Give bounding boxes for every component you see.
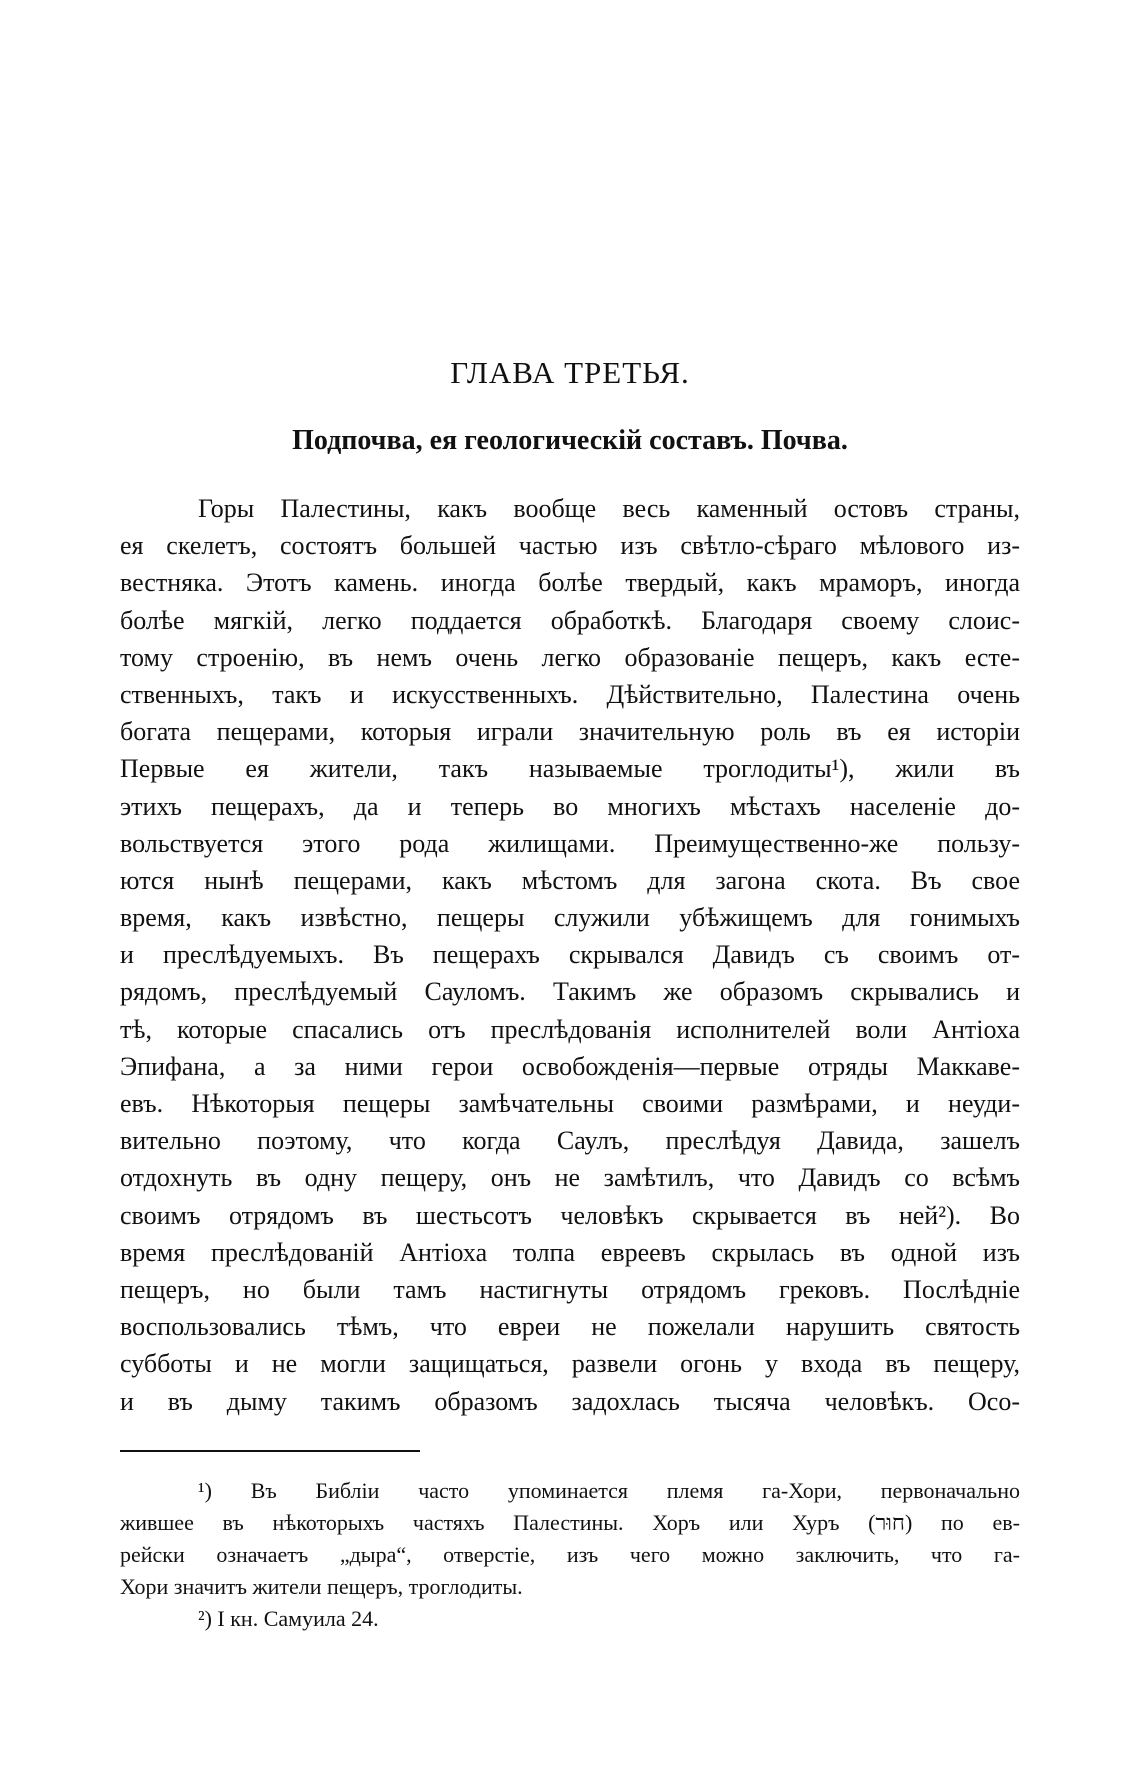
body-paragraph <box>120 490 1020 1420</box>
body-line: время, какъ извѣстно, пещеры служили убѣжищемъ для гонимыхъ <box>120 903 1020 933</box>
body-line: евъ. Нѣкоторыя пещеры замѣчательны своими размѣрами, и неуди- <box>120 1089 1020 1118</box>
body-line: субботы и не могли защищаться, развели огонь у входа въ пещеру, <box>120 1349 1020 1379</box>
footnotes <box>120 1475 1020 1635</box>
body-line: богата пещерами, которыя играли значительную роль въ ея исторіи <box>120 717 1020 747</box>
body-line: вительно поэтому, что когда Саулъ, преслѣдуя Давида, зашелъ <box>120 1126 1020 1156</box>
body-line: болѣе мягкій, легко поддается обработкѣ. Благодаря своему слоис- <box>120 605 1020 635</box>
footnote-line: ¹) Въ Библіи часто упоминается племя га-Хори, первоначально <box>198 1478 1020 1503</box>
body-line: тѣ, которые спасались отъ преслѣдованія исполнителей воли Антіоха <box>120 1014 1020 1044</box>
body-line: вестняка. Этотъ камень. иногда болѣе твердый, какъ мраморъ, иногда <box>120 568 1020 598</box>
body-line: и въ дыму такимъ образомъ задохлась тысяча человѣкъ. Осо- <box>120 1386 1020 1416</box>
body-line: рядомъ, преслѣдуемый Сауломъ. Такимъ же образомъ скрывались и <box>120 977 1020 1007</box>
body-line: этихъ пещерахъ, да и теперь во многихъ мѣстахъ населеніе до- <box>120 791 1020 821</box>
body-line: и преслѣдуемыхъ. Въ пещерахъ скрывался Давидъ съ своимъ от- <box>120 940 1020 970</box>
footnote-divider <box>120 1450 420 1452</box>
body-line: время преслѣдованій Антіоха толпа евреевъ скрылась въ одной изъ <box>120 1237 1020 1267</box>
footnote-line: Хори значитъ жители пещеръ, троглодиты. <box>120 1574 523 1599</box>
body-line: ственныхъ, такъ и искусственныхъ. Дѣйствительно, Палестина очень <box>120 679 1020 709</box>
footnote-line: ²) I кн. Самуила 24. <box>198 1606 379 1631</box>
body-line: своимъ отрядомъ въ шестьсотъ человѣкъ скрывается въ ней²). Во <box>120 1200 1020 1230</box>
footnote-line: рейски означаетъ „дыра“, отверстіе, изъ чего можно заключить, что га- <box>120 1542 1020 1567</box>
body-line: отдохнуть въ одну пещеру, онъ не замѣтилъ, что Давидъ со всѣмъ <box>120 1163 1020 1193</box>
chapter-title: ГЛАВА ТРЕТЬЯ. <box>450 355 690 390</box>
body-line: пещеръ, но были тамъ настигнуты отрядомъ грековъ. Послѣдніе <box>120 1274 1020 1304</box>
body-line: тому строенію, въ немъ очень легко образованіе пещеръ, какъ есте- <box>120 642 1020 672</box>
body-line: вольствуется этого рода жилищами. Преимущественно-же пользу- <box>120 828 1020 858</box>
footnote-line: жившее въ нѣкоторыхъ частяхъ Палестины. Хоръ или Хуръ (חוּר) по ев- <box>120 1510 1021 1535</box>
chapter-subtitle: Подпочва, ея геологическій составъ. Почва. <box>292 425 848 456</box>
body-line: ются нынѣ пещерами, какъ мѣстомъ для загона скота. Въ свое <box>120 865 1020 895</box>
body-line: Горы Палестины, какъ вообще весь каменный остовъ страны, <box>198 494 1020 523</box>
body-line: ея скелетъ, состоятъ большей частью изъ свѣтло-сѣраго мѣлового из- <box>120 531 1020 561</box>
body-line: Первые ея жители, такъ называемые троглодиты¹), жили въ <box>120 754 1020 784</box>
body-line: Эпифана, а за ними герои освобожденія—первые отряды Маккаве- <box>120 1051 1020 1081</box>
body-line: воспользовались тѣмъ, что евреи не пожелали нарушить святость <box>120 1312 1020 1342</box>
